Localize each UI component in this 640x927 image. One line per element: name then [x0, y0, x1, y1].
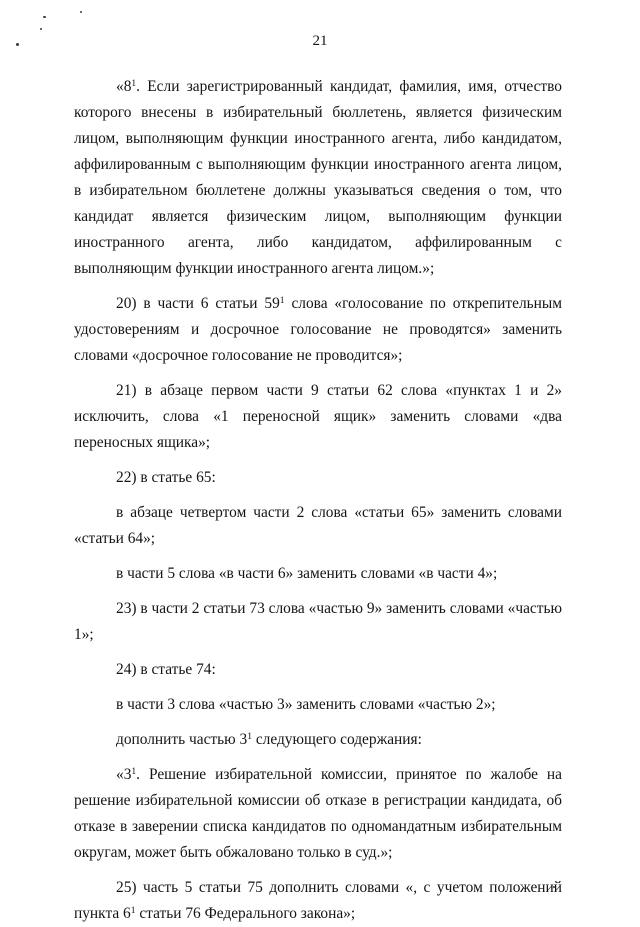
document-body — [74, 74, 562, 927]
text-run: 25) часть 5 статьи 75 дополнить словами «, с учетом положений пункта 6 — [74, 879, 562, 922]
text-run: 24) в статье 74: — [116, 661, 216, 678]
text-run: «8 — [116, 78, 132, 95]
text-run: статьи 76 Федерального закона»; — [135, 905, 356, 922]
amendment-subitem — [74, 500, 562, 552]
scan-speck — [43, 16, 46, 18]
amendment-item-22 — [74, 465, 562, 491]
text-run: слова «голосование по открепительным удостоверениям и досрочное голосование не проводятся» заменить словами «досрочное голосование не проводится»; — [74, 295, 562, 364]
superscript-index: 1 — [247, 730, 252, 742]
superscript-index: 1 — [131, 765, 137, 777]
text-run: дополнить частью 3 — [116, 731, 248, 748]
amendment-subitem — [74, 727, 562, 753]
text-run: в абзаце четвертом части 2 слова «статьи 65» заменить словами «статьи 64»; — [74, 504, 562, 547]
quoted-clause-3-1 — [74, 762, 562, 866]
amendment-item-23 — [74, 596, 562, 648]
amendment-item-24 — [74, 657, 562, 683]
page-number: 21 — [312, 33, 328, 49]
superscript-index: 1 — [279, 294, 285, 306]
text-run: 21) в абзаце первом части 9 статьи 62 слова «пунктах 1 и 2» исключить, слова «1 переносной ящик» заменить словами «два переносных ящика»; — [74, 382, 562, 451]
amendment-subitem — [74, 561, 562, 587]
amendment-subitem — [74, 692, 562, 718]
superscript-index: 1 — [130, 904, 136, 916]
text-run: «3 — [116, 766, 132, 783]
text-run: . Решение избирательной комиссии, принятое по жалобе на решение избирательной комиссии об отказе в регистрации кандидата, об отказе в заверении списка кандидатов по одномандатным избирательным округам, может быть обжаловано только в суд.»; — [74, 766, 562, 861]
scan-speck — [80, 11, 82, 13]
text-run: в части 5 слова «в части 6» заменить словами «в части 4»; — [116, 565, 498, 582]
quoted-clause-8-1 — [74, 74, 562, 282]
text-run: 22) в статье 65: — [116, 469, 216, 486]
text-run: 20) в части 6 статьи 59 — [116, 295, 280, 312]
superscript-index: 1 — [131, 77, 137, 89]
text-run: в части 3 слова «частью 3» заменить словами «частью 2»; — [116, 696, 496, 713]
amendment-item-25 — [74, 875, 562, 927]
text-run: 23) в части 2 статьи 73 слова «частью 9» заменить словами «частью 1»; — [74, 600, 562, 643]
text-run: следующего содержания: — [251, 731, 422, 748]
amendment-item-20 — [74, 291, 562, 369]
amendment-item-21 — [74, 378, 562, 456]
scan-speck — [40, 28, 42, 30]
text-run: . Если зарегистрированный кандидат, фамилия, имя, отчество которого внесены в избирательный бюллетень, является физическим лицом, выполняющим функции иностранного агента, либо кандидатом, аффилированным с выполняющим функции иностранного агента лицом, в избирательном бюллетене должны указываться сведения о том, что кандидат является физическим лицом, выполняющим функции иностранного агента, либо кандидатом, аффилированным с выполняющим функции иностранного агента лицом.»; — [74, 78, 562, 277]
